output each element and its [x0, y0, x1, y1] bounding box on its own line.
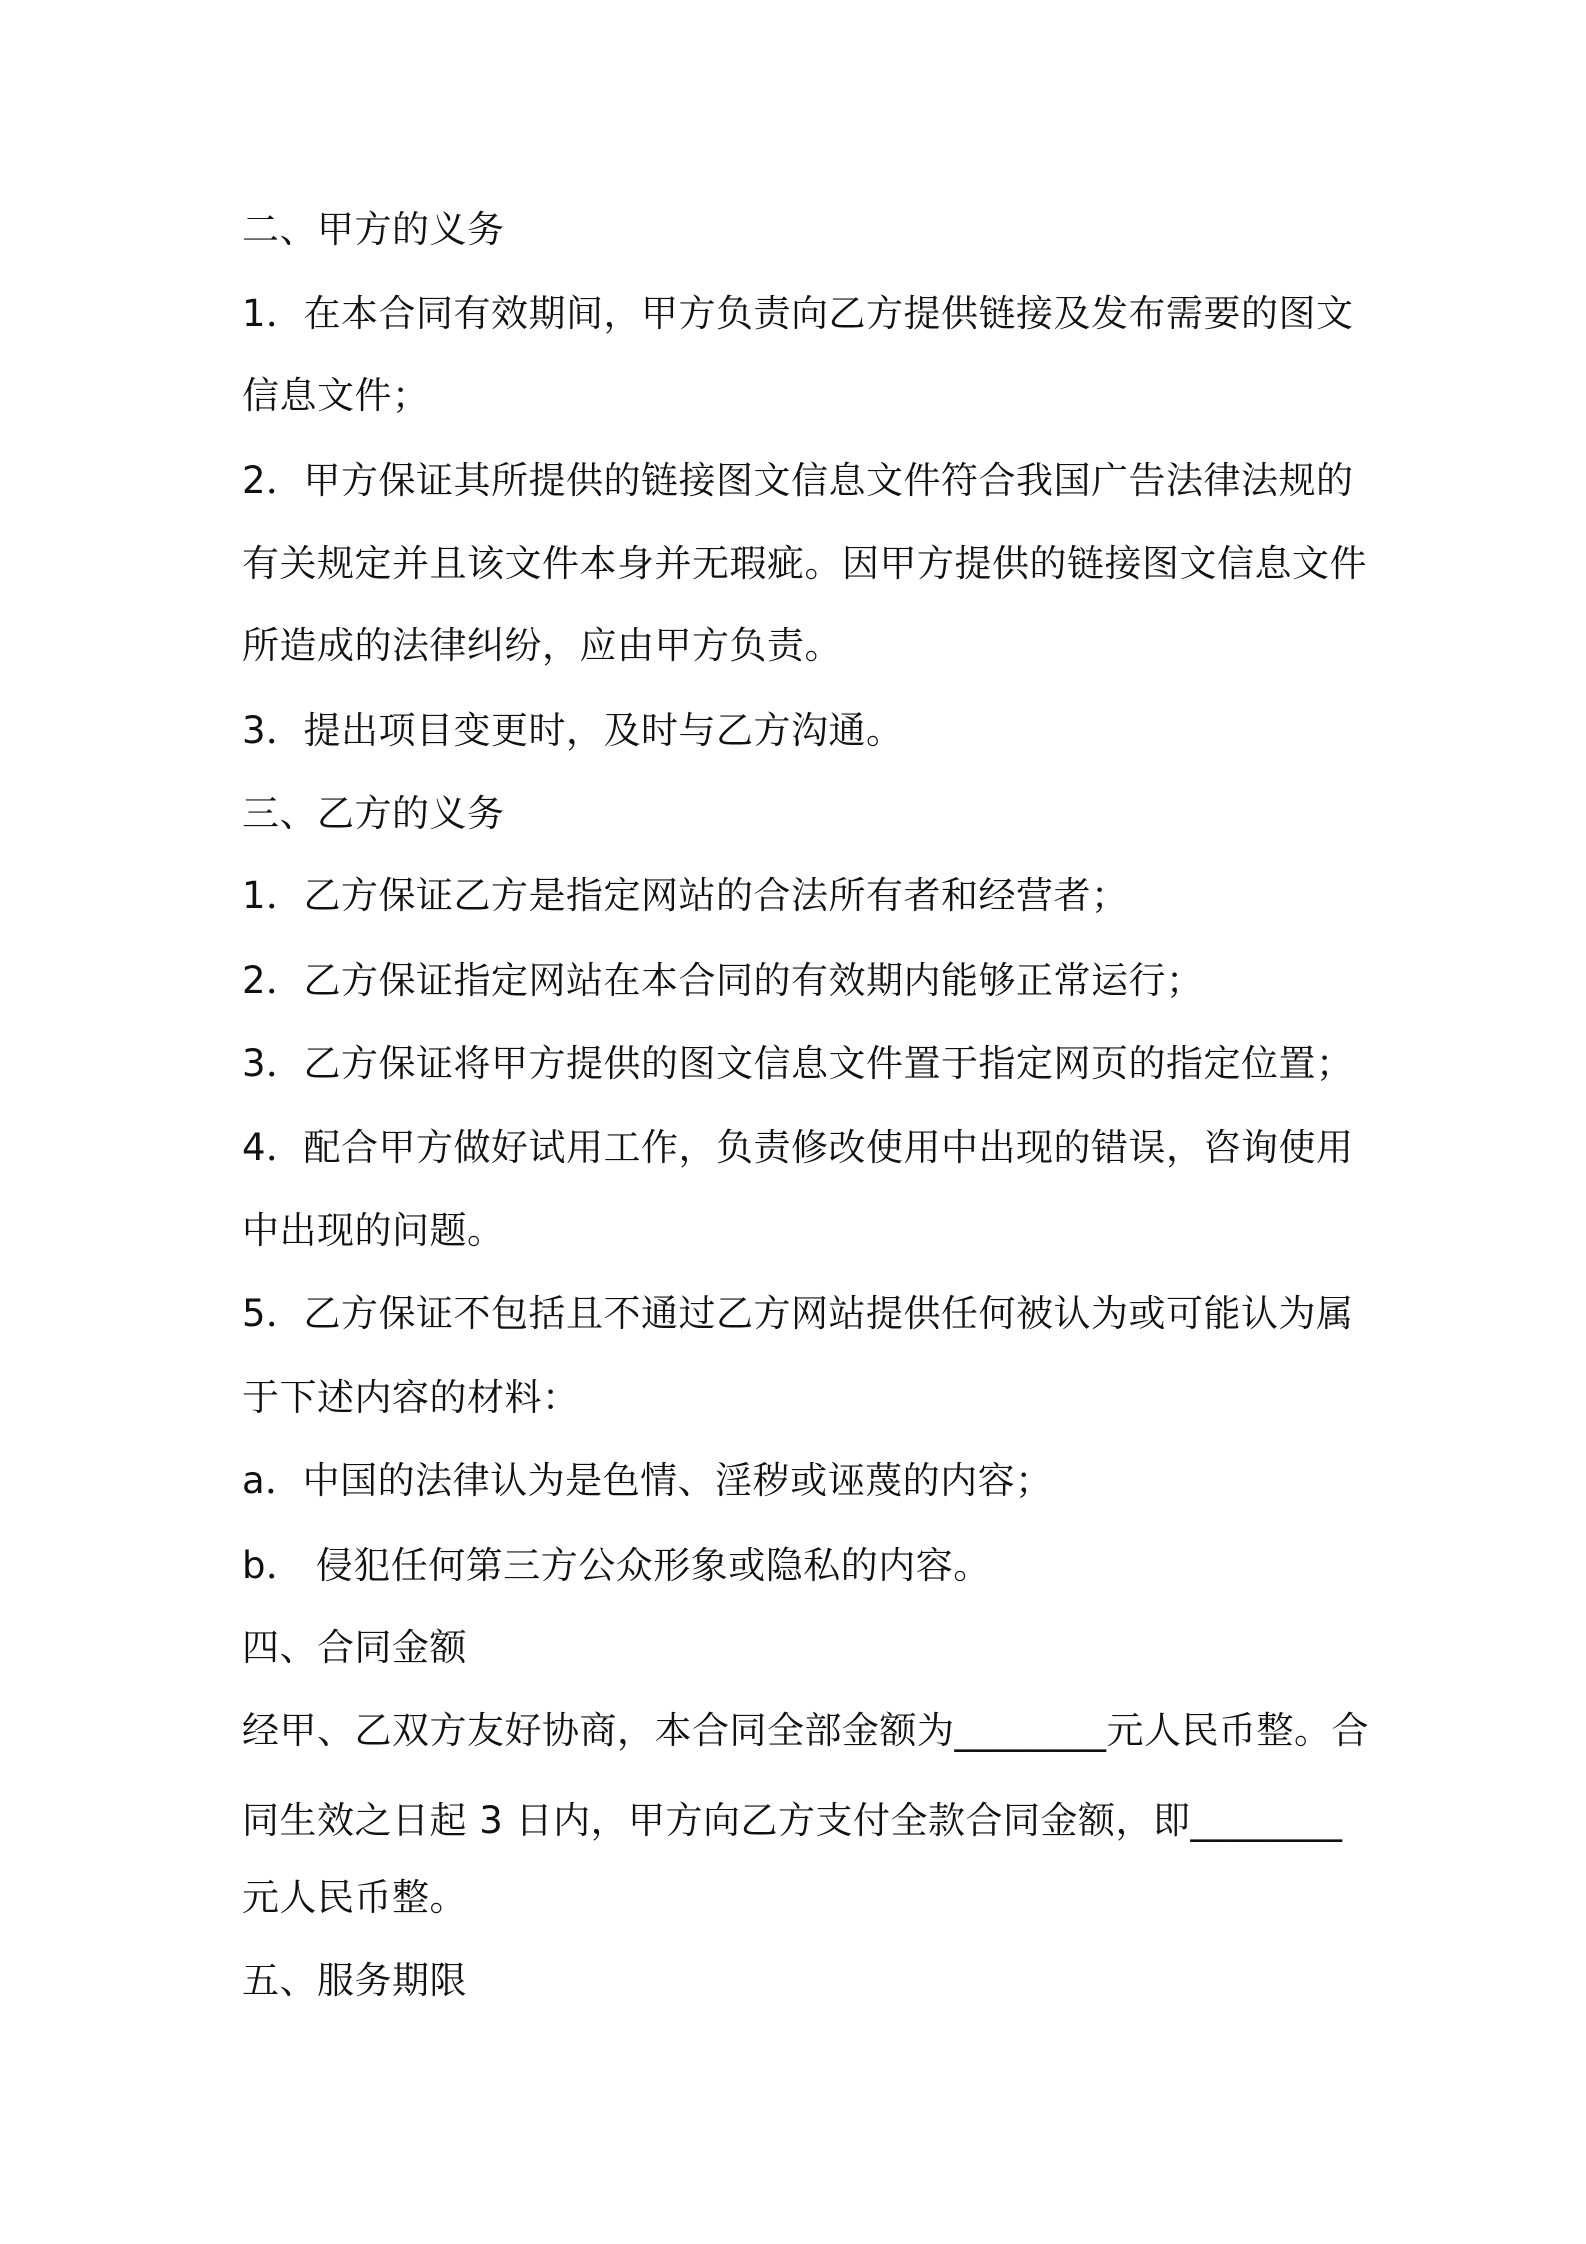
section-heading-service-term: 五、服务期限 — [242, 1959, 467, 2002]
paragraph-line: 中出现的问题。 — [242, 1209, 505, 1252]
paragraph-line: 同生效之日起 3 日内，甲方向乙方支付全款合同金额，即________ — [242, 1799, 1343, 1842]
section-heading-party-b-obligations: 三、乙方的义务 — [242, 792, 505, 835]
paragraph-line: 5．乙方保证不包括且不通过乙方网站提供任何被认为或可能认为属 — [242, 1292, 1354, 1335]
paragraph-line: 2．乙方保证指定网站在本合同的有效期内能够正常运行； — [242, 959, 1204, 1002]
paragraph-line: 于下述内容的材料： — [242, 1376, 580, 1419]
paragraph-line: 有关规定并且该文件本身并无瑕疵。因甲方提供的链接图文信息文件 — [242, 542, 1367, 585]
paragraph-line: 3．提出项目变更时，及时与乙方沟通。 — [242, 709, 904, 752]
paragraph-line: 4．配合甲方做好试用工作，负责修改使用中出现的错误，咨询使用 — [242, 1126, 1354, 1169]
paragraph-line: 3．乙方保证将甲方提供的图文信息文件置于指定网页的指定位置； — [242, 1042, 1354, 1085]
section-heading-contract-amount: 四、合同金额 — [242, 1626, 467, 1669]
paragraph-line: 1．在本合同有效期间，甲方负责向乙方提供链接及发布需要的图文 — [242, 292, 1354, 335]
paragraph-line: 所造成的法律纠纷，应由甲方负责。 — [242, 624, 842, 667]
paragraph-line: a．中国的法律认为是色情、淫秽或诬蔑的内容； — [242, 1459, 1053, 1502]
paragraph-line: b． 侵犯任何第三方公众形象或隐私的内容。 — [242, 1544, 991, 1587]
paragraph-line: 1．乙方保证乙方是指定网站的合法所有者和经营者； — [242, 874, 1129, 917]
paragraph-line: 元人民币整。 — [242, 1876, 467, 1919]
paragraph-line: 经甲、乙双方友好协商，本合同全部金额为________元人民币整。合 — [242, 1709, 1369, 1752]
paragraph-line: 信息文件； — [242, 374, 430, 417]
section-heading-party-a-obligations: 二、甲方的义务 — [242, 208, 505, 251]
paragraph-line: 2．甲方保证其所提供的链接图文信息文件符合我国广告法律法规的 — [242, 459, 1354, 502]
